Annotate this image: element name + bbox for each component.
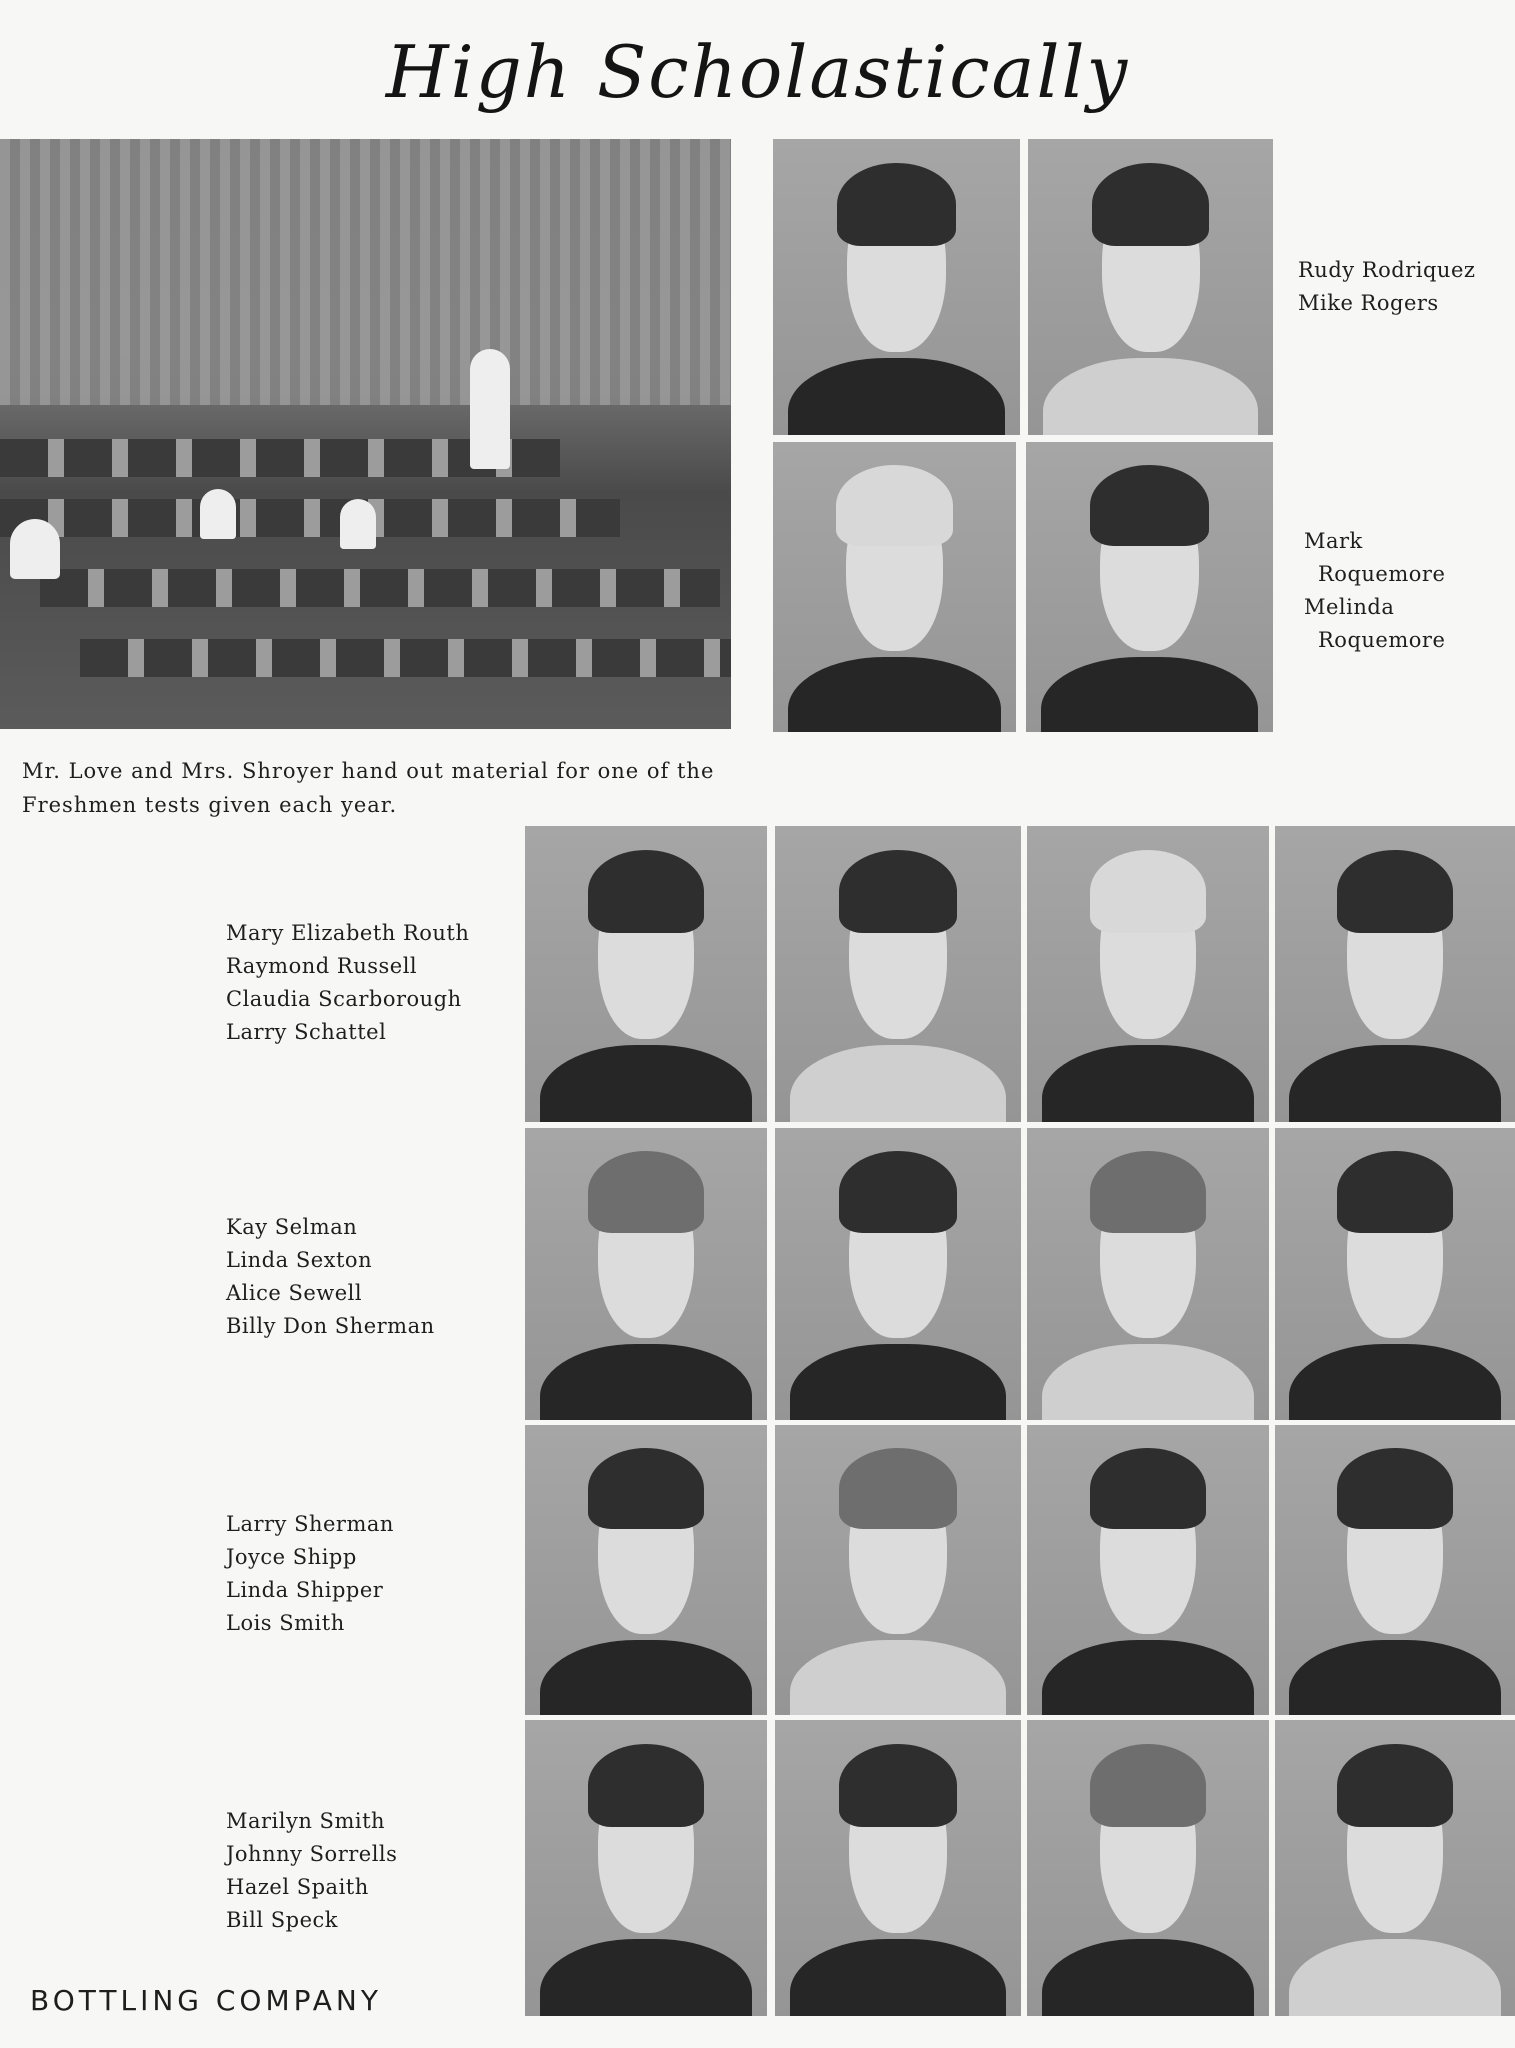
student-name: Mike Rogers <box>1298 291 1439 315</box>
portrait <box>1027 826 1269 1122</box>
seat-row <box>80 639 731 677</box>
student-name: Billy Don Sherman <box>226 1314 435 1338</box>
name-list-2 <box>226 1211 435 1343</box>
student-name: Roquemore <box>1318 628 1446 652</box>
name-list-top-2 <box>1304 525 1445 657</box>
student-name: Roquemore <box>1318 562 1446 586</box>
student-name: Mark <box>1304 529 1363 553</box>
student-name: Melinda <box>1304 595 1395 619</box>
name-list-3 <box>226 1508 394 1640</box>
student-name: Raymond Russell <box>226 954 418 978</box>
portrait <box>1275 826 1515 1122</box>
portrait <box>525 1128 767 1420</box>
student-name: Hazel Spaith <box>226 1875 369 1899</box>
portrait <box>1027 1128 1269 1420</box>
name-list-4 <box>226 1805 397 1937</box>
seat-row <box>0 499 620 537</box>
portrait <box>1028 139 1273 435</box>
student-name: Bill Speck <box>226 1908 338 1932</box>
portrait <box>775 1720 1021 2016</box>
student-name: Alice Sewell <box>226 1281 363 1305</box>
page-title: High Scholastically <box>385 30 1130 114</box>
portrait <box>773 442 1016 732</box>
auditorium-photo <box>0 139 731 729</box>
portrait <box>525 1425 767 1715</box>
student-figure <box>10 519 60 579</box>
student-name: Kay Selman <box>226 1215 358 1239</box>
student-figure <box>200 489 236 539</box>
portrait <box>773 139 1020 435</box>
student-name: Lois Smith <box>226 1611 345 1635</box>
student-name: Mary Elizabeth Routh <box>226 921 470 945</box>
portrait <box>525 1720 767 2016</box>
footer-sponsor: BOTTLING COMPANY <box>30 1984 382 2017</box>
student-name: Claudia Scarborough <box>226 987 462 1011</box>
portrait <box>1027 1720 1269 2016</box>
portrait <box>775 1425 1021 1715</box>
student-name: Joyce Shipp <box>226 1545 357 1569</box>
student-figure <box>340 499 376 549</box>
portrait <box>1275 1128 1515 1420</box>
portrait <box>1026 442 1273 732</box>
seat-row <box>40 569 720 607</box>
student-name: Marilyn Smith <box>226 1809 386 1833</box>
portrait <box>1275 1425 1515 1715</box>
student-name: Linda Sexton <box>226 1248 373 1272</box>
portrait <box>525 826 767 1122</box>
student-name: Rudy Rodriquez <box>1298 258 1476 282</box>
photo-caption: Mr. Love and Mrs. Shroyer hand out material for one of the Freshmen tests given each year. <box>22 759 715 817</box>
stage-curtain <box>0 139 731 405</box>
name-list-1 <box>226 917 469 1049</box>
student-name: Larry Schattel <box>226 1020 387 1044</box>
portrait <box>775 826 1021 1122</box>
student-name: Johnny Sorrells <box>226 1842 398 1866</box>
student-name: Linda Shipper <box>226 1578 384 1602</box>
portrait <box>775 1128 1021 1420</box>
name-list-top-1 <box>1298 254 1475 320</box>
teacher-figure <box>470 349 510 469</box>
portrait <box>1027 1425 1269 1715</box>
portrait <box>1275 1720 1515 2016</box>
student-name: Larry Sherman <box>226 1512 394 1536</box>
